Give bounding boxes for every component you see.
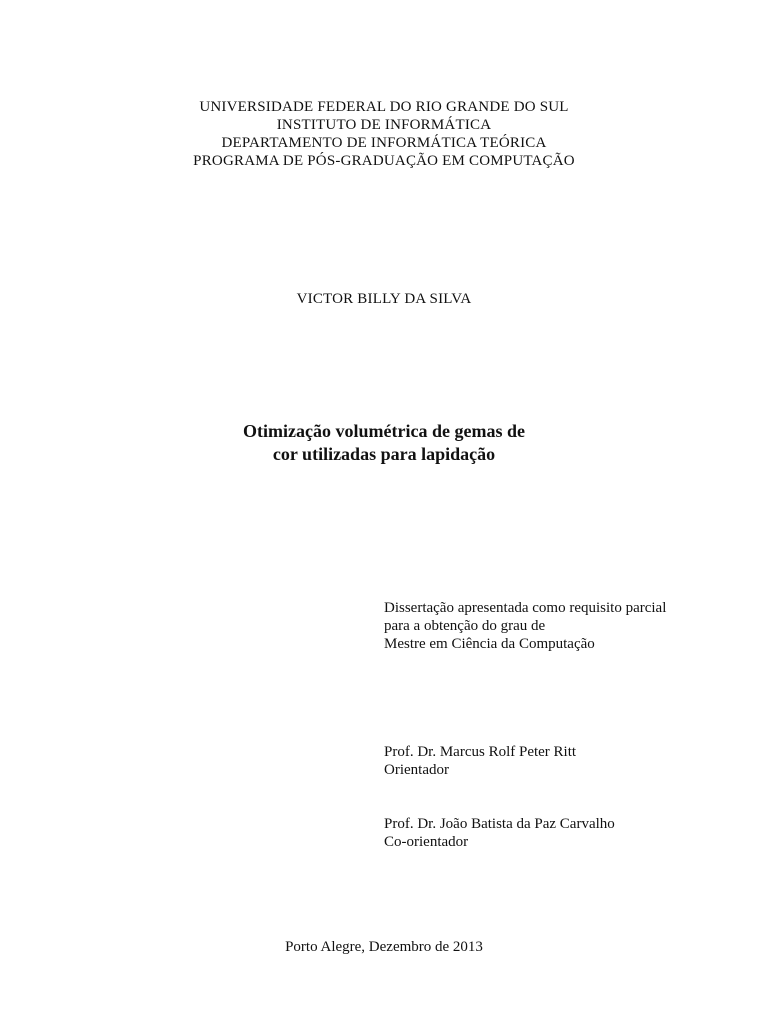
- university-name: UNIVERSIDADE FEDERAL DO RIO GRANDE DO SUL: [199, 99, 569, 115]
- submission-line-2: para a obtenção do grau de: [384, 618, 546, 634]
- institute-name: INSTITUTO DE INFORMÁTICA: [276, 117, 492, 133]
- co-advisor-block: [384, 815, 744, 851]
- department-name: DEPARTAMENTO DE INFORMÁTICA TEÓRICA: [221, 135, 547, 151]
- co-advisor-role: Co-orientador: [384, 834, 469, 850]
- institution-header: [0, 98, 768, 170]
- title-line-1: Otimização volumétrica de gemas de: [243, 421, 525, 441]
- submission-note: [384, 599, 744, 653]
- title-line-2: cor utilizadas para lapidação: [272, 444, 496, 464]
- co-advisor-name: Prof. Dr. João Batista da Paz Carvalho: [384, 816, 615, 832]
- submission-line-1: Dissertação apresentada como requisito parcial: [384, 600, 667, 616]
- advisor-name: Prof. Dr. Marcus Rolf Peter Ritt: [384, 744, 577, 760]
- advisor-block: [384, 743, 744, 779]
- advisor-role: Orientador: [384, 762, 449, 778]
- submission-line-3: Mestre em Ciência da Computação: [384, 636, 595, 652]
- author-name: VICTOR BILLY DA SILVA: [296, 291, 472, 307]
- program-name: PROGRAMA DE PÓS-GRADUAÇÃO EM COMPUTAÇÃO: [193, 153, 575, 169]
- place-and-date: Porto Alegre, Dezembro de 2013: [285, 939, 483, 955]
- document-title: [0, 420, 768, 466]
